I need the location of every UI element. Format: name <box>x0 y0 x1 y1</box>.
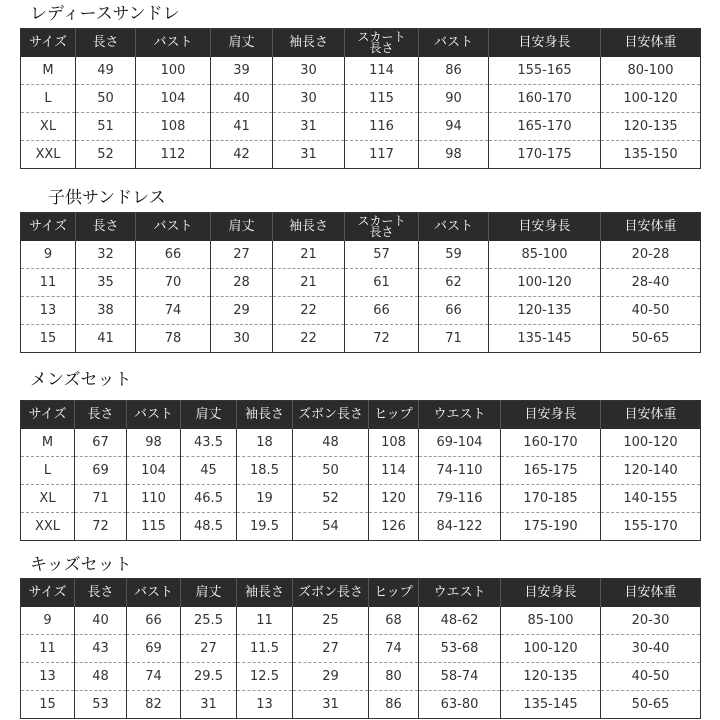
size-cell: L <box>21 85 76 113</box>
column-header: ズボン長さ <box>293 401 369 430</box>
table-row <box>21 325 701 353</box>
table-cell: 98 <box>127 429 181 457</box>
table-cell: 51 <box>76 113 136 141</box>
table-cell: 68 <box>369 607 419 635</box>
table-cell: 175-190 <box>501 513 601 541</box>
table-cell: 27 <box>181 635 237 663</box>
table-cell: 52 <box>293 485 369 513</box>
size-cell: M <box>21 57 76 85</box>
table-cell: 18.5 <box>237 457 293 485</box>
column-header: 目安体重 <box>601 579 701 608</box>
table-cell: 32 <box>76 241 136 269</box>
table-row <box>21 691 701 719</box>
size-cell: XXL <box>35 147 61 162</box>
table-cell: 160-170 <box>501 429 601 457</box>
table-cell: 100-120 <box>501 635 601 663</box>
table-cell: 30 <box>273 57 345 85</box>
table-cell: 120 <box>369 485 419 513</box>
table-cell: 53 <box>75 691 127 719</box>
table-cell: 57 <box>345 241 419 269</box>
column-header: バスト <box>419 213 489 242</box>
column-header: ウエスト <box>419 401 501 430</box>
size-cell: 11 <box>21 635 75 663</box>
column-header: 肩丈 <box>181 401 237 430</box>
table-cell: 72 <box>345 325 419 353</box>
table-cell: 66 <box>419 297 489 325</box>
size-cell: XL <box>21 113 76 141</box>
column-header: サイズ <box>21 401 75 430</box>
table-cell: 50 <box>76 85 136 113</box>
column-header: 肩丈 <box>181 579 237 608</box>
table-header-row <box>21 401 701 430</box>
table-cell: 74-110 <box>419 457 501 485</box>
table-cell: 59 <box>419 241 489 269</box>
table-cell: 52 <box>76 141 136 169</box>
table-cell: 71 <box>419 325 489 353</box>
table-cell: 135-145 <box>501 691 601 719</box>
size-cell: M <box>21 429 75 457</box>
table-cell: 115 <box>127 513 181 541</box>
table-cell: 117 <box>345 141 419 169</box>
column-header: 袖長さ <box>273 213 345 242</box>
column-header: サイズ <box>21 213 76 242</box>
table-cell: 19 <box>237 485 293 513</box>
table-cell: 170-175 <box>489 141 601 169</box>
table-row <box>21 297 701 325</box>
column-header: 目安体重 <box>601 29 701 58</box>
table-cell: 86 <box>419 57 489 85</box>
size-cell: 13 <box>21 663 75 691</box>
ladies-sundress-title: レディースサンドレ <box>30 4 180 24</box>
table-cell: 104 <box>127 457 181 485</box>
table-cell: 30 <box>211 325 273 353</box>
table-cell: 160-170 <box>489 85 601 113</box>
table-cell: 41 <box>211 113 273 141</box>
table-cell: 27 <box>211 241 273 269</box>
table-cell: 120-135 <box>501 663 601 691</box>
table-cell: 69 <box>75 457 127 485</box>
column-header: ヒップ <box>369 579 419 608</box>
table-cell: 29 <box>211 297 273 325</box>
table-row <box>21 457 701 485</box>
table-cell: 71 <box>75 485 127 513</box>
table-cell: 116 <box>345 113 419 141</box>
kids-set-size-table <box>20 578 701 719</box>
table-cell: 120-135 <box>489 297 601 325</box>
table-cell: 54 <box>293 513 369 541</box>
column-header: 長さ <box>75 401 127 430</box>
table-row <box>21 513 701 541</box>
table-cell: 86 <box>369 691 419 719</box>
column-header: スカート 長さ <box>345 213 419 242</box>
table-cell: 94 <box>419 113 489 141</box>
column-header: 目安体重 <box>601 213 701 242</box>
table-row <box>21 241 701 269</box>
table-cell: 29.5 <box>181 663 237 691</box>
table-cell: 39 <box>211 57 273 85</box>
table-cell: 140-155 <box>601 485 701 513</box>
kids-sundress-title: 子供サンドレス <box>48 188 166 208</box>
table-cell: 30 <box>273 85 345 113</box>
column-header: サイズ <box>21 29 76 58</box>
column-header: 長さ <box>76 29 136 58</box>
size-cell: L <box>21 457 75 485</box>
table-row <box>21 429 701 457</box>
table-cell: 28-40 <box>601 269 701 297</box>
table-cell: 27 <box>293 635 369 663</box>
size-cell: 13 <box>21 297 76 325</box>
size-cell: XL <box>21 485 75 513</box>
table-cell: 18 <box>237 429 293 457</box>
table-cell: 115 <box>345 85 419 113</box>
table-cell: 66 <box>345 297 419 325</box>
column-header: サイズ <box>21 579 75 608</box>
table-cell: 79-116 <box>419 485 501 513</box>
column-header: ズボン長さ <box>293 579 369 608</box>
table-cell: 42 <box>211 141 273 169</box>
table-cell: 108 <box>136 113 211 141</box>
table-cell: 74 <box>369 635 419 663</box>
table-cell: 108 <box>369 429 419 457</box>
table-cell: 31 <box>293 691 369 719</box>
table-cell: 114 <box>345 57 419 85</box>
table-cell: 30-40 <box>601 635 701 663</box>
column-header: 長さ <box>75 579 127 608</box>
table-cell: 50 <box>293 457 369 485</box>
kids-sundress-size-table <box>20 212 701 353</box>
column-header: 肩丈 <box>211 29 273 58</box>
table-cell: 85-100 <box>489 241 601 269</box>
table-cell: 22 <box>273 325 345 353</box>
table-row <box>21 269 701 297</box>
table-cell: 45 <box>181 457 237 485</box>
table-cell: 70 <box>136 269 211 297</box>
table-cell: 84-122 <box>419 513 501 541</box>
table-cell: 126 <box>369 513 419 541</box>
table-cell: 38 <box>76 297 136 325</box>
table-cell: 135-150 <box>601 141 701 169</box>
table-cell: 63-80 <box>419 691 501 719</box>
table-cell: 66 <box>127 607 181 635</box>
table-cell: 114 <box>369 457 419 485</box>
table-cell: 100-120 <box>601 85 701 113</box>
kids-set-title: キッズセット <box>30 555 132 575</box>
column-header: ウエスト <box>419 579 501 608</box>
table-cell: 50-65 <box>601 691 701 719</box>
table-cell: 66 <box>136 241 211 269</box>
table-cell: 62 <box>419 269 489 297</box>
table-cell: 29 <box>293 663 369 691</box>
table-row <box>21 635 701 663</box>
table-cell: 21 <box>273 269 345 297</box>
table-cell: 90 <box>419 85 489 113</box>
table-cell: 80-100 <box>601 57 701 85</box>
table-cell: 50-65 <box>601 325 701 353</box>
size-cell: 15 <box>39 697 56 712</box>
table-cell: 48 <box>293 429 369 457</box>
column-header: 目安身長 <box>489 29 601 58</box>
table-cell: 31 <box>273 141 345 169</box>
table-cell: 20-28 <box>601 241 701 269</box>
column-header: 袖長さ <box>273 29 345 58</box>
table-cell: 69 <box>127 635 181 663</box>
column-header: ヒップ <box>369 401 419 430</box>
table-cell: 46.5 <box>181 485 237 513</box>
table-cell: 22 <box>273 297 345 325</box>
table-row <box>21 607 701 635</box>
table-header-row <box>21 579 701 608</box>
table-cell: 120-135 <box>601 113 701 141</box>
table-cell: 110 <box>127 485 181 513</box>
table-cell: 100-120 <box>489 269 601 297</box>
table-cell: 40-50 <box>601 663 701 691</box>
column-header: バスト <box>136 29 211 58</box>
size-cell: XXL <box>34 519 61 534</box>
table-cell: 78 <box>136 325 211 353</box>
table-cell: 13 <box>237 691 293 719</box>
size-cell: 15 <box>39 331 57 346</box>
table-cell: 67 <box>75 429 127 457</box>
table-cell: 80 <box>369 663 419 691</box>
table-row <box>21 113 701 141</box>
table-cell: 100-120 <box>601 429 701 457</box>
table-cell: 85-100 <box>501 607 601 635</box>
column-header: 袖長さ <box>237 579 293 608</box>
table-row <box>21 141 701 169</box>
table-cell: 31 <box>181 691 237 719</box>
column-header: 目安身長 <box>489 213 601 242</box>
table-cell: 11.5 <box>237 635 293 663</box>
table-cell: 41 <box>76 325 136 353</box>
table-cell: 12.5 <box>237 663 293 691</box>
table-cell: 40 <box>211 85 273 113</box>
table-cell: 165-170 <box>489 113 601 141</box>
column-header: 長さ <box>76 213 136 242</box>
table-cell: 53-68 <box>419 635 501 663</box>
table-cell: 135-145 <box>489 325 601 353</box>
table-cell: 74 <box>136 297 211 325</box>
table-row <box>21 85 701 113</box>
column-header: バスト <box>127 579 181 608</box>
ladies-sundress-size-table <box>20 28 701 169</box>
table-cell: 100 <box>136 57 211 85</box>
mens-set-title: メンズセット <box>30 370 132 390</box>
table-cell: 48.5 <box>181 513 237 541</box>
table-cell: 98 <box>419 141 489 169</box>
table-cell: 40-50 <box>601 297 701 325</box>
table-cell: 40 <box>75 607 127 635</box>
table-row <box>21 485 701 513</box>
table-cell: 112 <box>136 141 211 169</box>
table-cell: 72 <box>75 513 127 541</box>
table-cell: 155-170 <box>601 513 701 541</box>
table-cell: 120-140 <box>601 457 701 485</box>
table-cell: 48-62 <box>419 607 501 635</box>
table-cell: 155-165 <box>489 57 601 85</box>
column-header: 肩丈 <box>211 213 273 242</box>
table-cell: 69-104 <box>419 429 501 457</box>
table-cell: 43.5 <box>181 429 237 457</box>
table-cell: 19.5 <box>237 513 293 541</box>
column-header: 目安身長 <box>501 579 601 608</box>
column-header: バスト <box>127 401 181 430</box>
table-cell: 20-30 <box>601 607 701 635</box>
table-cell: 49 <box>76 57 136 85</box>
table-cell: 28 <box>211 269 273 297</box>
size-cell: 9 <box>21 607 75 635</box>
column-header: スカート 長さ <box>345 29 419 58</box>
table-header-row <box>21 213 701 242</box>
column-header: バスト <box>136 213 211 242</box>
table-cell: 31 <box>273 113 345 141</box>
table-cell: 35 <box>76 269 136 297</box>
table-cell: 25 <box>293 607 369 635</box>
column-header: バスト <box>419 29 489 58</box>
table-cell: 21 <box>273 241 345 269</box>
table-cell: 11 <box>237 607 293 635</box>
table-cell: 104 <box>136 85 211 113</box>
table-cell: 165-175 <box>501 457 601 485</box>
table-row <box>21 663 701 691</box>
column-header: 目安身長 <box>501 401 601 430</box>
table-cell: 58-74 <box>419 663 501 691</box>
size-cell: 9 <box>21 241 76 269</box>
table-cell: 170-185 <box>501 485 601 513</box>
size-cell: 11 <box>21 269 76 297</box>
table-header-row <box>21 29 701 58</box>
table-cell: 61 <box>345 269 419 297</box>
column-header: 袖長さ <box>237 401 293 430</box>
table-cell: 48 <box>75 663 127 691</box>
mens-set-size-table <box>20 400 701 541</box>
table-cell: 82 <box>127 691 181 719</box>
table-row <box>21 57 701 85</box>
table-cell: 25.5 <box>181 607 237 635</box>
table-cell: 74 <box>127 663 181 691</box>
column-header: 目安体重 <box>601 401 701 430</box>
table-cell: 43 <box>75 635 127 663</box>
